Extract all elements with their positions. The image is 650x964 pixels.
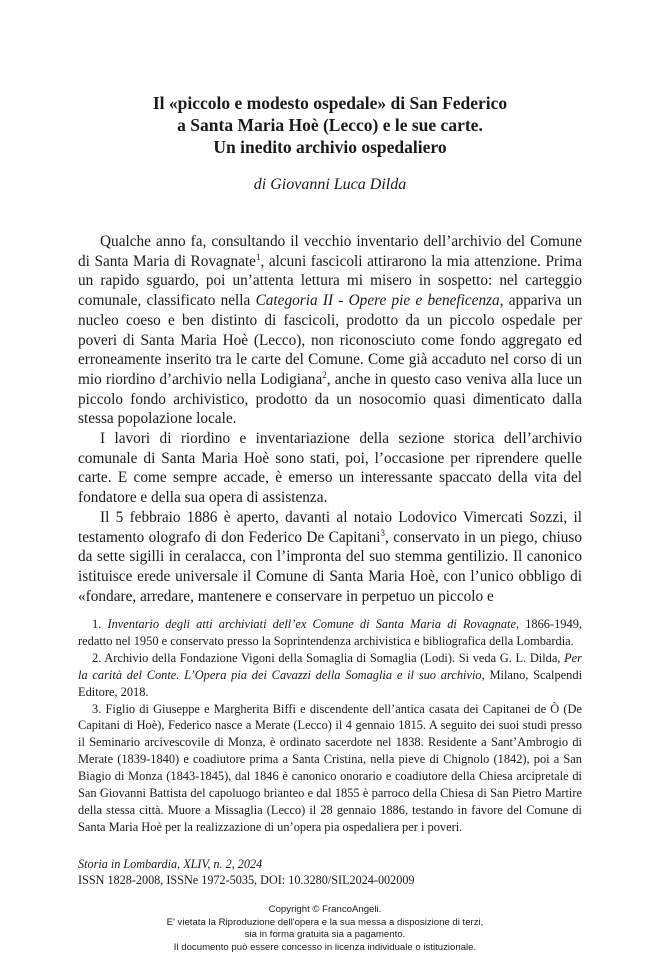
footnote-2: 2. Archivio della Fondazione Vigoni della Somaglia di Somaglia (Lodi). Si veda G. L. Dilda, Per la carità del Conte. L’Opera pia dei Cavazzi della Somaglia e il suo archivio, Milano, Scalpendi Editore, 2018. <box>78 650 583 699</box>
footnote-ref-3[interactable]: 3 <box>380 527 385 538</box>
footnotes <box>78 616 582 836</box>
title-line-2: a Santa Maria Hoè (Lecco) e le sue carte. <box>177 115 483 135</box>
body-paragraph-1: Qualche anno fa, consultando il vecchio inventario dell’archivio del Comune di Santa Maria di Rovagnate$^1$, alcuni fascicoli attirarono la mia attenzione. Prima un rapido sguardo, poi un’attenta lettura mi misero in sospetto: nel carteggio comunale, classificato nella Categoria II - Opere pie e beneficenza, appariva un nucleo coeso e ben distinto di fascicoli, prodotto da un piccolo ospedale per poveri di Santa Maria Hoè (Lecco), non riconosciuto come fondo aggregato ed erroneamente inserito tra le carte del Comune. Come già accaduto nel corso di un mio riordino d’archivio nella Lodigiana$^2$, anche in questo caso veniva alla luce un piccolo fondo archivistico, prodotto da un nosocomio quasi dimenticato dalla stessa popolazione locale. <box>78 233 582 428</box>
title-line-3: Un inedito archivio ospedaliero <box>213 137 447 157</box>
body-paragraph-3: Il 5 febbraio 1886 è aperto, davanti al notaio Lodovico Vimercati Sozzi, il testamento olografo di don Federico De Capitani$^3$, conservato in un piego, chiuso da sette sigilli in ceralacca, con l’impronta del suo stemma gentilizio. Il canonico istituisce erede universale il Comune di Santa Maria Hoè, con l’unico obbligo di «fondare, arredare, mantenere e conservare in perpetuo un piccolo e <box>78 508 583 605</box>
article-body <box>78 232 582 606</box>
journal-issn: ISSN 1828-2008, ISSNe 1972-5035, DOI: 10.3280/SIL2024-002009 <box>78 873 415 887</box>
copyright-notice <box>60 904 590 954</box>
title-line-1: Il «piccolo e modesto ospedale» di San Federico <box>152 93 508 113</box>
journal-info <box>78 856 582 888</box>
footnote-ref-1[interactable]: 1 <box>255 251 261 262</box>
footnote-1: 1. Inventario degli atti archiviati dell’ex Comune di Santa Maria di Rovagnate, 1866-1949, redatto nel 1950 e conservato presso la Soprintendenza archivistica e bibliografica della Lombardia. <box>78 617 582 648</box>
article-title <box>78 92 582 158</box>
body-paragraph-2: I lavori di riordino e inventariazione della sezione storica dell’archivio comunale di Santa Maria Hoè sono stati, poi, l’occasione per riprendere quelle carte. E come sempre accade, è emerso un interessante spaccato della vita del fondatore e della sua opera di assistenza. <box>78 430 582 507</box>
footnote-ref-2[interactable]: 2 <box>322 369 327 380</box>
copyright-line-3: sia in forma gratuita sia a pagamento. <box>244 929 406 940</box>
copyright-line-1: Copyright © FrancoAngeli. <box>268 904 382 915</box>
copyright-line-2: E' vietata la Riproduzione dell'opera e la sua messa a disposizione di terzi, <box>166 916 484 928</box>
article-author: di Giovanni Luca Dilda <box>253 176 407 193</box>
footnote-3: 3. Figlio di Giuseppe e Margherita Biffi e discendente dell’antica casata dei Capitanei de Ò (De Capitani di Hoè), Federico nasce a Merate (Lecco) il 4 gennaio 1815. A seguito dei suoi studi presso il Seminario arcivescovile di Monza, è ordinato sacerdote nel 1838. Residente a Sant’Ambrogio di Merate (1839-1840) e coadiutore prima a Santa Cristina, nella pieve di Chignolo (1842), poi a San Biagio di Monza (1843-1845), dal 1846 è canonico onorario e coadiutore della Chiesa arcipretale di San Giovanni Battista del capoluogo brianteo e dal 1855 è parroco della Chiesa di San Pietro Martire della stessa città. Muore a Missaglia (Lecco) il 28 gennaio 1886, testando in favore del Comune di Santa Maria Hoè per la realizzazione di un’opera pia ospedaliera per i poveri. <box>78 701 582 834</box>
journal-name: Storia in Lombardia, XLIV, n. 2, 2024 <box>78 857 263 871</box>
copyright-line-4: Il documento può essere concesso in licenza individuale o istituzionale. <box>173 941 477 953</box>
